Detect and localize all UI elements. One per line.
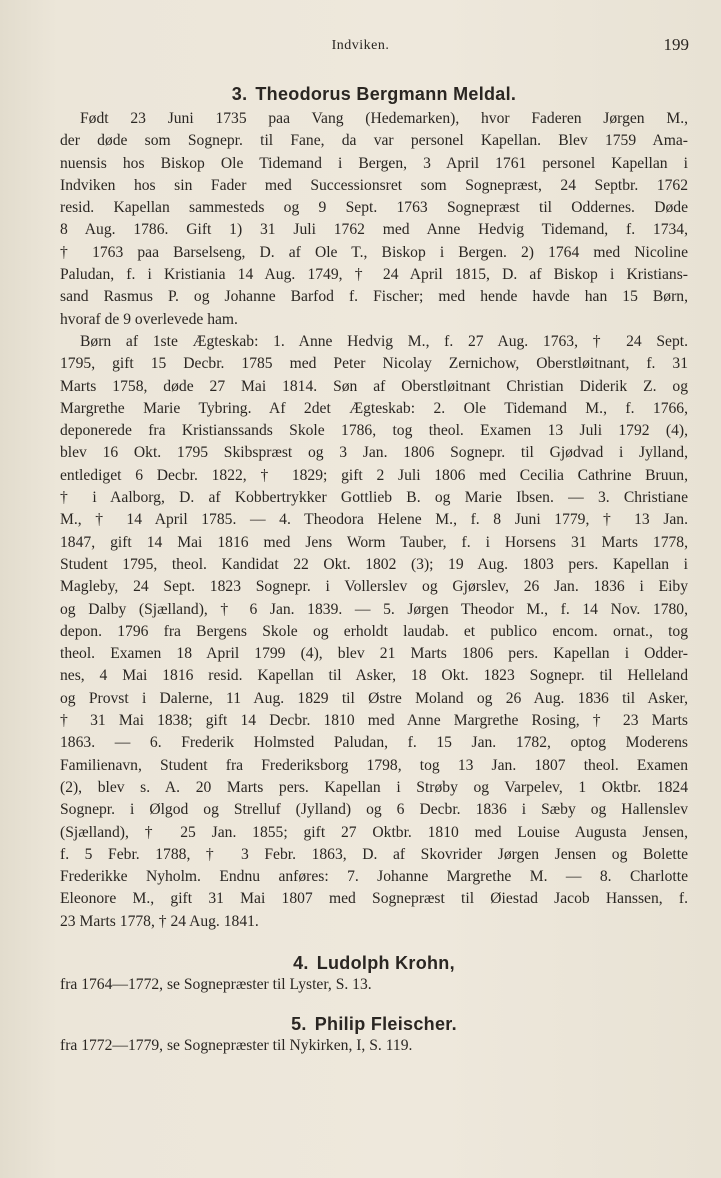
- text-line: f. 5 Febr. 1788, † 3 Febr. 1863, D. af Skovrider Jørgen Jensen og Bolette: [60, 845, 688, 863]
- text-line: † 31 Mai 1838; gift 14 Decbr. 1810 med Anne Margrethe Rosing, † 23 Marts: [60, 712, 688, 730]
- text-line: Student 1795, theol. Kandidat 22 Okt. 1802 (3); 19 Aug. 1803 pers. Kapellan i: [60, 555, 688, 573]
- section-number: 4.: [293, 952, 309, 973]
- section-number: 5.: [291, 1014, 307, 1035]
- text-line: 1863. — 6. Frederik Holmsted Paludan, f. 15 Jan. 1782, optog Moderens: [60, 734, 688, 752]
- text-line: Magleby, 24 Sept. 1823 Sognepr. i Vollerslev og Gjørslev, 26 Jan. 1836 i Eiby: [60, 578, 688, 596]
- section-spacer: [60, 996, 688, 1014]
- text-line: depon. 1796 fra Bergens Skole og erholdt laudab. et publico encom. ornat., tog: [60, 622, 688, 640]
- page-number: 199: [663, 35, 689, 54]
- text-line: Sognepr. i Ølgod og Strelluf (Jylland) og 6 Decbr. 1836 i Sæby og Hallenslev: [60, 801, 688, 819]
- running-title: Indviken.: [331, 38, 390, 53]
- text-line: † 1763 paa Barselseng, D. af Ole T., Biskop i Bergen. 2) 1764 med Nicoline: [60, 243, 688, 261]
- section-heading: [60, 1014, 688, 1035]
- text-line: Margrethe Marie Tybring. Af 2det Ægteskab: 2. Ole Tidemand M., f. 1766,: [60, 399, 688, 417]
- text-line: fra 1772—1779, se Sognepræster til Nykirken, I, S. 119.: [60, 1037, 413, 1055]
- section-number: 3.: [231, 84, 248, 104]
- text-line: blev 16 Okt. 1795 Skibspræst og 3 Jan. 1806 Sognepr. til Gjødvad i Jylland,: [60, 444, 688, 462]
- text-line: fra 1764—1772, se Sognepræster til Lyster, S. 13.: [60, 975, 372, 993]
- text-line: Paludan, f. i Kristiania 14 Aug. 1749, † 24 April 1815, D. af Biskop i Kristians-: [60, 266, 688, 284]
- text-line: 8 Aug. 1786. Gift 1) 31 Juli 1762 med Anne Hedvig Tidemand, f. 1734,: [60, 221, 688, 239]
- section-name: Philip Fleischer.: [314, 1014, 457, 1035]
- text-line: 23 Marts 1778, † 24 Aug. 1841.: [60, 912, 259, 930]
- page-header: [0, 34, 721, 58]
- text-line: Indviken hos sin Fader med Successionsret som Sognepræst, 24 Septbr. 1762: [60, 176, 688, 194]
- text-line: deponerede fra Kristianssands Skole 1786, tog theol. Examen 13 Juli 1792 (4),: [60, 422, 688, 440]
- section-name: Theodorus Bergmann Meldal.: [255, 84, 517, 104]
- text-line: resid. Kapellan sammesteds og 9 Sept. 1763 Sognepræst til Oddernes. Døde: [60, 199, 688, 217]
- text-line: hvoraf de 9 overlevede ham.: [60, 310, 238, 328]
- text-line: Børn af 1ste Ægteskab: 1. Anne Hedvig M., f. 27 Aug. 1763, † 24 Sept.: [80, 332, 688, 350]
- section-krohn: [60, 953, 688, 996]
- text-line: og Provst i Dalerne, 11 Aug. 1829 til Østre Moland og 26 Aug. 1836 til Asker,: [60, 689, 688, 707]
- text-line: Familienavn, Student fra Frederiksborg 1798, tog 13 Jan. 1807 theol. Examen: [60, 756, 688, 774]
- text-line: 1847, gift 14 Mai 1816 med Jens Worm Tauber, f. i Horsens 31 Marts 1778,: [60, 533, 688, 551]
- text-line: entlediget 6 Decbr. 1822, † 1829; gift 2 Juli 1806 med Cecilia Cathrine Bruun,: [60, 466, 688, 484]
- text-line: M., † 14 April 1785. — 4. Theodora Helene M., f. 8 Juni 1779, † 13 Jan.: [60, 511, 688, 529]
- text-line: 1795, gift 15 Decbr. 1785 med Peter Nicolay Zernichow, Oberstløitnant, f. 31: [60, 355, 688, 373]
- page-text: [60, 84, 688, 1058]
- text-line: nes, 4 Mai 1816 resid. Kapellan til Asker, 18 Okt. 1823 Sognepr. til Helleland: [60, 667, 688, 685]
- section-meldal: [60, 84, 688, 933]
- text-line: (2), blev s. A. 20 Marts pers. Kapellan i Strøby og Varpelev, 1 Oktbr. 1824: [60, 778, 688, 796]
- text-line: og Dalby (Sjælland), † 6 Jan. 1839. — 5. Jørgen Theodor M., f. 14 Nov. 1780,: [60, 600, 688, 618]
- section-spacer: [60, 933, 688, 953]
- section-name: Ludolph Krohn,: [316, 952, 455, 973]
- section-heading: [60, 84, 688, 105]
- section-heading: [60, 953, 688, 974]
- text-line: (Sjælland), † 25 Jan. 1855; gift 27 Oktbr. 1810 med Louise Augusta Jensen,: [60, 823, 688, 841]
- text-line: Født 23 Juni 1735 paa Vang (Hedemarken), hvor Faderen Jørgen M.,: [80, 110, 688, 127]
- text-line: der døde som Sognepr. til Fane, da var personel Kapellan. Blev 1759 Ama-: [60, 132, 688, 150]
- text-line: theol. Examen 18 April 1799 (4), blev 21 Marts 1806 pers. Kapellan i Odder-: [60, 645, 688, 663]
- text-line: Marts 1758, døde 27 Mai 1814. Søn af Oberstløitnant Christian Diderik Z. og: [60, 377, 688, 395]
- text-line: Frederikke Nyholm. Endnu anføres: 7. Johanne Margrethe M. — 8. Charlotte: [60, 868, 688, 886]
- text-line: sand Rasmus P. og Johanne Barfod f. Fischer; med hende havde han 15 Børn,: [60, 288, 688, 306]
- text-line: nuensis hos Biskop Ole Tidemand i Bergen, 3 April 1761 personel Kapellan i: [60, 154, 688, 172]
- section-fleischer: [60, 1014, 688, 1057]
- text-line: † i Aalborg, D. af Kobbertrykker Gottlieb B. og Marie Ibsen. — 3. Christiane: [60, 489, 688, 507]
- text-line: Eleonore M., gift 31 Mai 1807 med Sognepræst til Øiestad Jacob Hanssen, f.: [60, 890, 688, 908]
